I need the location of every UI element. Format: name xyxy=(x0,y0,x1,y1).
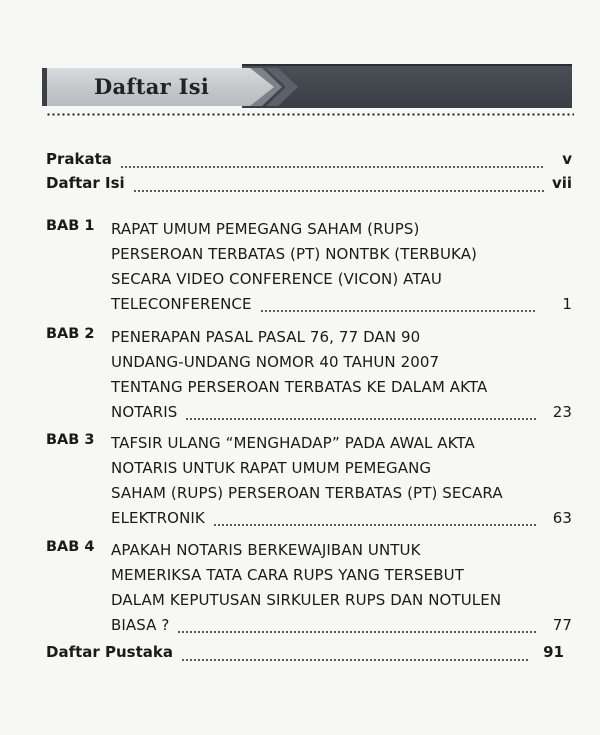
chapter-title-line: BIASA ? xyxy=(111,616,170,634)
chapter-title-line: PERSEROAN TERBATAS (PT) NONTBK (TERBUKA) xyxy=(111,245,478,263)
toc-entry-page: 91 xyxy=(543,643,564,661)
toc-entry-page: v xyxy=(562,150,572,168)
chapter-page: 1 xyxy=(562,295,572,313)
toc-entry-daftar-isi[interactable] xyxy=(46,174,572,198)
toc-entry-label: Daftar Isi xyxy=(46,174,125,192)
chapter-page: 23 xyxy=(552,403,572,421)
dot-leader xyxy=(133,190,544,192)
toc-entry-page: vii xyxy=(552,174,573,192)
dot-leader xyxy=(181,659,530,661)
chapter-page: 63 xyxy=(552,509,572,527)
dot-leader xyxy=(260,310,536,312)
chapter-title-line: NOTARIS xyxy=(111,403,178,421)
toc-entry-label: Daftar Pustaka xyxy=(46,643,174,661)
chapter-title-line: APAKAH NOTARIS BERKEWAJIBAN UNTUK xyxy=(111,541,421,559)
header-banner xyxy=(42,64,572,108)
toc-entry-daftar-pustaka[interactable] xyxy=(46,643,572,667)
dot-leader xyxy=(185,418,536,420)
dotted-divider xyxy=(46,113,574,116)
chapter-title-line: SECARA VIDEO CONFERENCE (VICON) ATAU xyxy=(111,270,442,288)
toc-entry-label: Prakata xyxy=(46,150,112,168)
chapter-page: 77 xyxy=(552,616,572,634)
chapter-title-line: RAPAT UMUM PEMEGANG SAHAM (RUPS) xyxy=(111,220,420,238)
chapter-number: BAB 2 xyxy=(46,326,95,342)
chapter-number: BAB 3 xyxy=(46,432,95,448)
chapter-title-line: TAFSIR ULANG “MENGHADAP” PADA AWAL AKTA xyxy=(111,434,475,452)
chapter-title-line: TELECONFERENCE xyxy=(111,295,252,313)
chapter-title-line: SAHAM (RUPS) PERSEROAN TERBATAS (PT) SECARA xyxy=(111,484,503,502)
chapter-title-line: UNDANG-UNDANG NOMOR 40 TAHUN 2007 xyxy=(111,353,440,371)
dot-leader xyxy=(177,631,536,633)
page-title: Daftar Isi xyxy=(94,74,210,99)
chapter-title-line: MEMERIKSA TATA CARA RUPS YANG TERSEBUT xyxy=(111,566,464,584)
chapter-title-line: ELEKTRONIK xyxy=(111,509,205,527)
chapter-title-line: NOTARIS UNTUK RAPAT UMUM PEMEGANG xyxy=(111,459,432,477)
chapter-number: BAB 4 xyxy=(46,539,95,555)
chapter-title-line: TENTANG PERSEROAN TERBATAS KE DALAM AKTA xyxy=(111,378,488,396)
dot-leader xyxy=(120,166,544,168)
dot-leader xyxy=(213,524,536,526)
chapter-title-line: DALAM KEPUTUSAN SIRKULER RUPS DAN NOTULEN xyxy=(111,591,502,609)
chapter-number: BAB 1 xyxy=(46,218,95,234)
chapter-title-line: PENERAPAN PASAL PASAL 76, 77 DAN 90 xyxy=(111,328,421,346)
toc-entry-prakata[interactable] xyxy=(46,150,572,174)
